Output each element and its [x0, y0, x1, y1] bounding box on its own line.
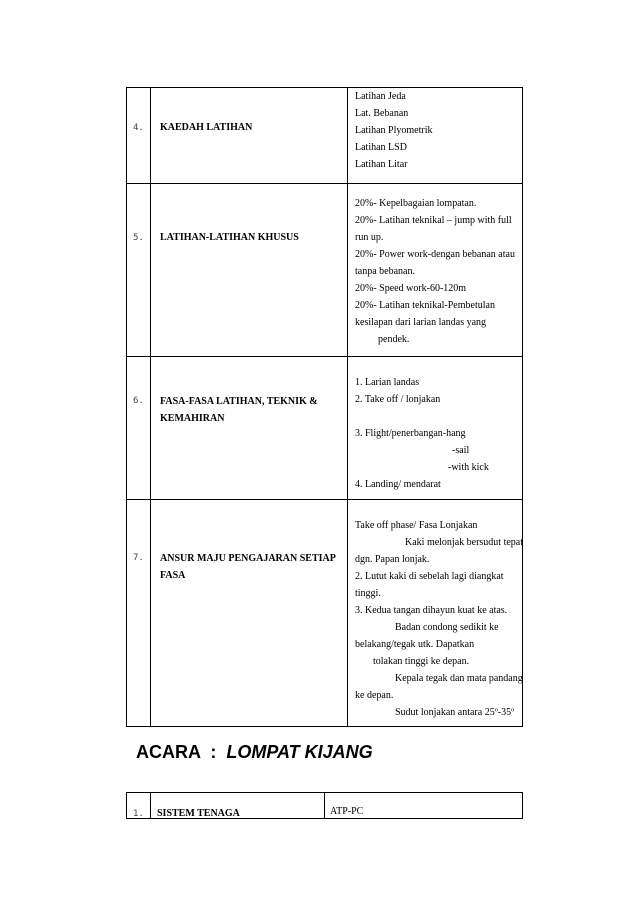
row-label: KEMAHIRAN	[160, 413, 225, 424]
content-line: tinggi.	[355, 588, 381, 599]
content-line: 3. Flight/penerbangan-hang	[355, 428, 466, 439]
row-number: 6.	[133, 396, 144, 406]
content-line: 3. Kedua tangan dihayun kuat ke atas.	[355, 605, 508, 616]
content-line: Latihan Jeda	[355, 91, 406, 102]
heading-title: LOMPAT KIJANG	[226, 742, 373, 762]
content-line: 20%- Latihan teknikal – jump with full	[355, 215, 512, 226]
content-line: tanpa bebanan.	[355, 266, 415, 277]
content-line: Badan condong sedikit ke	[395, 622, 499, 633]
content-line: 20%- Power work-dengan bebanan atau	[355, 249, 515, 260]
content-line: Latihan Plyometrik	[355, 125, 433, 136]
content-line: -sail	[452, 445, 470, 456]
content-line: -with kick	[448, 462, 489, 473]
content-line: 20%- Speed work-60-120m	[355, 283, 467, 294]
row-label: LATIHAN-LATIHAN KHUSUS	[160, 232, 299, 243]
row-label: FASA	[160, 570, 186, 581]
content-line: tolakan tinggi ke depan.	[373, 656, 470, 667]
row-number: 1.	[133, 809, 144, 819]
content-line: 2. Lutut kaki di sebelah lagi diangkat	[355, 571, 504, 582]
content-line: Take off phase/ Fasa Lonjakan	[355, 520, 478, 531]
row-value: ATP-PC	[330, 806, 364, 817]
row-number: 4.	[133, 123, 144, 133]
content-line: Lat. Bebanan	[355, 108, 409, 119]
content-line: belakang/tegak utk. Dapatkan	[355, 639, 475, 650]
content-line: kesilapan dari larian landas yang	[355, 317, 487, 328]
content-line: Kepala tegak dan mata pandang	[395, 673, 523, 684]
heading-prefix: ACARA :	[136, 742, 227, 762]
content-line: run up.	[355, 232, 384, 243]
section-heading	[136, 742, 373, 763]
row-number: 7.	[133, 553, 144, 563]
row-label: FASA-FASA LATIHAN, TEKNIK &	[160, 396, 318, 407]
content-line: 20%- Latihan teknikal-Pembetulan	[355, 300, 495, 311]
row-number: 5.	[133, 233, 144, 243]
content-line: pendek.	[378, 334, 410, 345]
content-line: 4. Landing/ mendarat	[355, 479, 441, 490]
content-line: ke depan.	[355, 690, 394, 701]
content-line: 2. Take off / lonjakan	[355, 394, 441, 405]
content-line: 20%- Kepelbagaian lompatan.	[355, 198, 477, 209]
row-label: KAEDAH LATIHAN	[160, 122, 253, 133]
content-line: Kaki melonjak bersudut tepat	[405, 537, 524, 548]
content-line: Latihan Litar	[355, 159, 408, 170]
row-label: SISTEM TENAGA	[157, 808, 240, 819]
row-label: ANSUR MAJU PENGAJARAN SETIAP	[160, 553, 336, 564]
content-line: 1. Larian landas	[355, 377, 420, 388]
content-line: dgn. Papan lonjak.	[355, 554, 430, 565]
content-line: Latihan LSD	[355, 142, 407, 153]
content-line: Sudut lonjakan antara 25º-35º	[395, 707, 515, 718]
